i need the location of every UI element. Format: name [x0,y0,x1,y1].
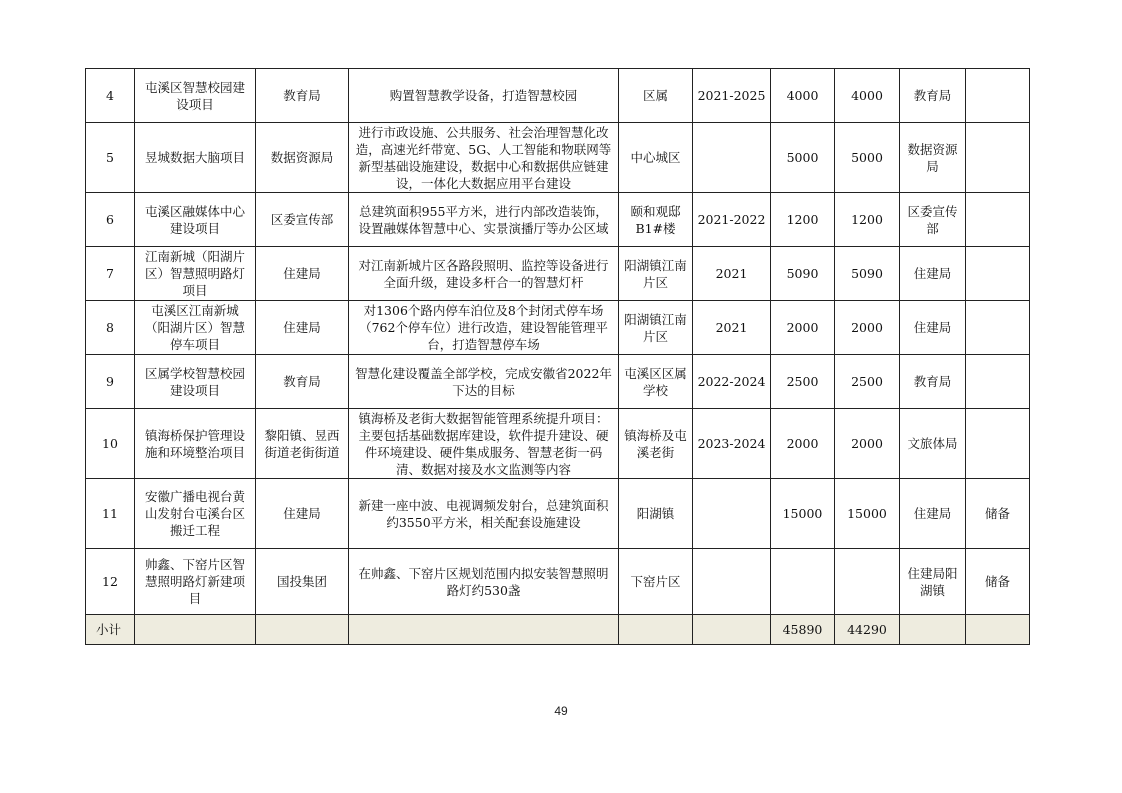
total-investment [771,549,835,615]
responsible-unit: 教育局 [256,69,349,123]
planned-investment: 2500 [835,355,900,409]
subtotal-empty [693,615,771,645]
planned-investment: 5090 [835,247,900,301]
total-investment: 2500 [771,355,835,409]
responsible-unit: 区委宣传部 [256,193,349,247]
table-row [86,355,1030,409]
project-location: 阳湖镇 [619,479,693,549]
remark: 储备 [966,479,1030,549]
construction-period: 2021-2022 [693,193,771,247]
project-name: 区属学校智慧校园建设项目 [135,355,256,409]
remark [966,69,1030,123]
lead-department: 数据资源局 [900,123,966,193]
project-name: 屯溪区融媒体中心建设项目 [135,193,256,247]
row-number: 8 [86,301,135,355]
lead-department: 文旅体局 [900,409,966,479]
subtotal-invest2: 44290 [835,615,900,645]
project-name: 江南新城（阳湖片区）智慧照明路灯项目 [135,247,256,301]
remark [966,247,1030,301]
project-location: 中心城区 [619,123,693,193]
responsible-unit: 数据资源局 [256,123,349,193]
total-investment: 5090 [771,247,835,301]
table-row [86,69,1030,123]
project-name: 昱城数据大脑项目 [135,123,256,193]
total-investment: 4000 [771,69,835,123]
project-content: 购置智慧教学设备，打造智慧校园 [349,69,619,123]
row-number: 6 [86,193,135,247]
remark [966,123,1030,193]
subtotal-empty [349,615,619,645]
subtotal-empty [966,615,1030,645]
responsible-unit: 住建局 [256,301,349,355]
construction-period [693,549,771,615]
row-number: 10 [86,409,135,479]
project-content: 对江南新城片区各路段照明、监控等设备进行全面升级，建设多杆合一的智慧灯杆 [349,247,619,301]
remark [966,193,1030,247]
construction-period: 2021-2025 [693,69,771,123]
planned-investment: 1200 [835,193,900,247]
remark [966,301,1030,355]
row-number: 5 [86,123,135,193]
project-content: 进行市政设施、公共服务、社会治理智慧化改造，高速光纤带宽、5G、人工智能和物联网等新型基础设施建设，数据中心和数据供应链建设，一体化大数据应用平台建设 [349,123,619,193]
planned-investment: 2000 [835,409,900,479]
project-content: 镇海桥及老街大数据智能管理系统提升项目：主要包括基础数据库建设，软件提升建设、硬件环境建设、硬件集成服务、智慧老街一码清、数据对接及水文监测等内容 [349,409,619,479]
project-location: 区属 [619,69,693,123]
planned-investment: 4000 [835,69,900,123]
total-investment: 2000 [771,301,835,355]
project-location: 阳湖镇江南片区 [619,247,693,301]
row-number: 11 [86,479,135,549]
project-content: 智慧化建设覆盖全部学校，完成安徽省2022年下达的目标 [349,355,619,409]
subtotal-row [86,615,1030,645]
construction-period: 2021 [693,301,771,355]
lead-department: 教育局 [900,69,966,123]
table-row [86,479,1030,549]
total-investment: 15000 [771,479,835,549]
project-name: 安徽广播电视台黄山发射台屯溪台区搬迁工程 [135,479,256,549]
lead-department: 住建局 [900,479,966,549]
row-number: 7 [86,247,135,301]
project-location: 下窑片区 [619,549,693,615]
total-investment: 1200 [771,193,835,247]
project-content: 新建一座中波、电视调频发射台，总建筑面积约3550平方米，相关配套设施建设 [349,479,619,549]
project-table [85,68,1030,645]
table-body [86,69,1030,645]
project-content: 在帅鑫、下窑片区规划范围内拟安装智慧照明路灯约530盏 [349,549,619,615]
construction-period: 2022-2024 [693,355,771,409]
subtotal-label: 小计 [86,615,135,645]
row-number: 4 [86,69,135,123]
project-name: 帅鑫、下窑片区智慧照明路灯新建项目 [135,549,256,615]
table-row [86,123,1030,193]
lead-department: 住建局 [900,301,966,355]
total-investment: 5000 [771,123,835,193]
construction-period: 2021 [693,247,771,301]
project-location: 镇海桥及屯溪老街 [619,409,693,479]
planned-investment: 15000 [835,479,900,549]
project-location: 阳湖镇江南片区 [619,301,693,355]
remark: 储备 [966,549,1030,615]
table-row [86,193,1030,247]
construction-period [693,123,771,193]
lead-department: 教育局 [900,355,966,409]
subtotal-invest: 45890 [771,615,835,645]
project-content: 对1306个路内停车泊位及8个封闭式停车场（762个停车位）进行改造，建设智能管理平台，打造智慧停车场 [349,301,619,355]
project-name: 屯溪区江南新城（阳湖片区）智慧停车项目 [135,301,256,355]
planned-investment [835,549,900,615]
table-row [86,301,1030,355]
project-location: 颐和观邸B1#楼 [619,193,693,247]
subtotal-empty [135,615,256,645]
responsible-unit: 教育局 [256,355,349,409]
row-number: 12 [86,549,135,615]
project-content: 总建筑面积955平方米，进行内部改造装饰，设置融媒体智慧中心、实景演播厅等办公区域 [349,193,619,247]
lead-department: 住建局 [900,247,966,301]
planned-investment: 2000 [835,301,900,355]
total-investment: 2000 [771,409,835,479]
lead-department: 区委宣传部 [900,193,966,247]
responsible-unit: 住建局 [256,247,349,301]
responsible-unit: 国投集团 [256,549,349,615]
project-name: 镇海桥保护管理设施和环境整治项目 [135,409,256,479]
table-row [86,549,1030,615]
construction-period: 2023-2024 [693,409,771,479]
subtotal-empty [256,615,349,645]
lead-department: 住建局阳湖镇 [900,549,966,615]
table-row [86,409,1030,479]
project-location: 屯溪区区属学校 [619,355,693,409]
subtotal-empty [619,615,693,645]
remark [966,409,1030,479]
responsible-unit: 黎阳镇、昱西街道老街街道 [256,409,349,479]
remark [966,355,1030,409]
page-number: 49 [554,704,568,718]
row-number: 9 [86,355,135,409]
construction-period [693,479,771,549]
subtotal-empty [900,615,966,645]
responsible-unit: 住建局 [256,479,349,549]
project-name: 屯溪区智慧校园建设项目 [135,69,256,123]
planned-investment: 5000 [835,123,900,193]
table-row [86,247,1030,301]
